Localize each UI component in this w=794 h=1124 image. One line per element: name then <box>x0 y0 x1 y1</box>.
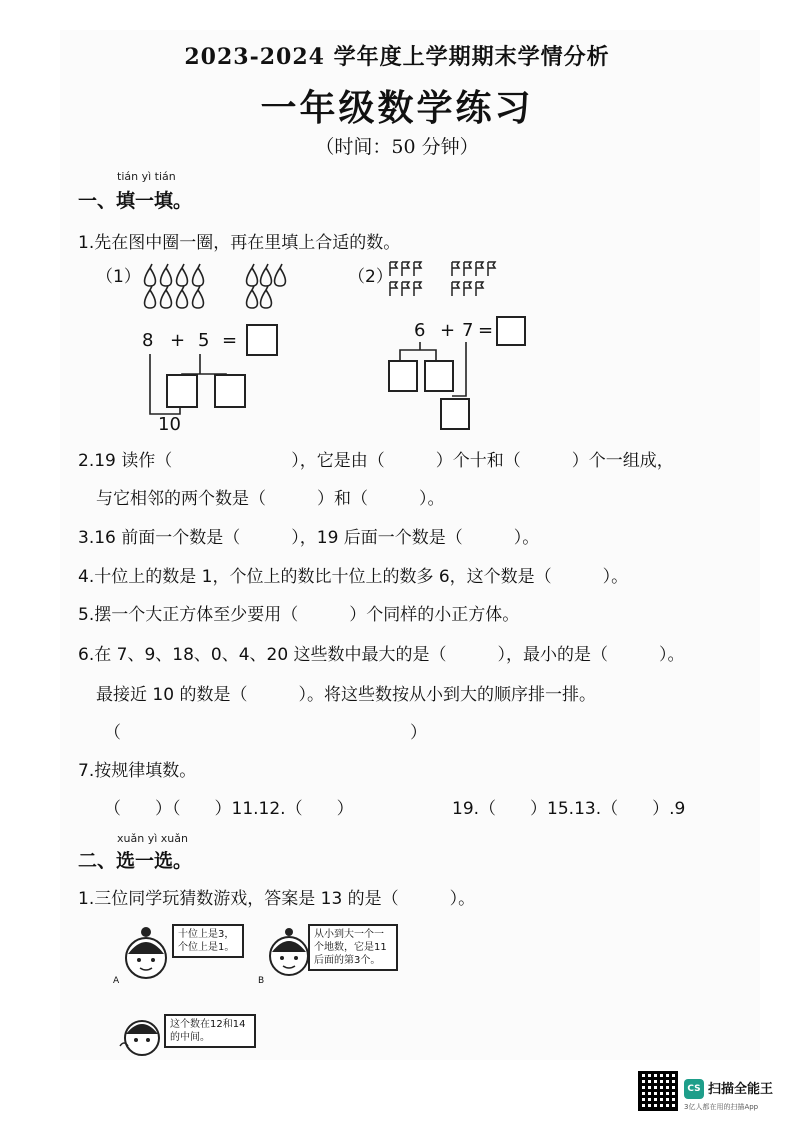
flag-icon <box>452 282 459 296</box>
q1-text: 1.先在图中圈一圈，再在里填上合适的数。 <box>78 233 401 253</box>
section2-pinyin: xuǎn yì xuǎn <box>117 832 188 845</box>
pear-icon <box>261 264 272 286</box>
p2-addend-a: 6 <box>414 320 426 341</box>
p2-ten-box[interactable] <box>440 398 470 430</box>
flag-icon <box>476 282 483 296</box>
q4-text: 4.十位上的数是 1，个位上的数比十位上的数多 6，这个数是（ ）。 <box>78 567 629 587</box>
p1-addend-b: 5 <box>198 330 210 351</box>
p1-split-box-right[interactable] <box>214 374 246 408</box>
p2-split-box-left[interactable] <box>388 360 418 392</box>
pear-icon <box>177 264 188 286</box>
pear-icon <box>161 264 172 286</box>
pear-icon <box>247 286 258 308</box>
flag-icon <box>414 262 421 276</box>
pear-icon <box>177 286 188 308</box>
pear-icon <box>193 286 204 308</box>
flag-icon <box>476 262 483 276</box>
p2-answer-box[interactable] <box>496 316 526 346</box>
q3-text: 3.16 前面一个数是（ ），19 后面一个数是（ ）。 <box>78 528 540 548</box>
q7-text: 7.按规律填数。 <box>78 761 197 781</box>
pear-icon <box>275 264 286 286</box>
pear-icon <box>261 286 272 308</box>
flag-icon <box>402 262 409 276</box>
p2-split-box-right[interactable] <box>424 360 454 392</box>
flag-icon <box>452 262 459 276</box>
q6-line3: （ ） <box>104 723 427 743</box>
child-c-icon <box>116 1012 166 1058</box>
scanner-app-name: 扫描全能王 <box>708 1082 774 1097</box>
pear-icon <box>193 264 204 286</box>
p1-plus: + <box>170 330 186 351</box>
p1-equals: = <box>222 330 238 351</box>
flag-icon <box>390 282 397 296</box>
scanner-tagline: 3亿人都在用的扫描App <box>684 1103 759 1111</box>
pear-icon-group <box>140 262 300 312</box>
q7-sequence-2: 19.（ ）15.13.（ ）.9 <box>452 799 686 819</box>
q6-line1: 6.在 7、9、18、0、4、20 这些数中最大的是（ ），最小的是（ ）。 <box>78 645 685 665</box>
exam-term-title: 2023-2024 学年度上学期期末学情分析 <box>184 44 610 70</box>
q6-line2: 最接近 10 的数是（ ）。将这些数按从小到大的顺序排一排。 <box>96 685 596 705</box>
s2-q1-text: 1.三位同学玩猜数游戏，答案是 13 的是（ ）。 <box>78 889 476 909</box>
p2-plus: + <box>440 320 456 341</box>
q5-text: 5.摆一个大正方体至少要用（ ）个同样的小正方体。 <box>78 605 520 625</box>
flag-icon <box>390 262 397 276</box>
child-a-label: A <box>113 976 120 986</box>
p2-equals: = <box>478 320 494 341</box>
flag-icon-group <box>388 260 518 300</box>
child-a-bubble: 十位上是3，个位上是1。 <box>172 924 244 958</box>
flag-icon <box>402 282 409 296</box>
pear-icon <box>247 264 258 286</box>
p1-split-box-left[interactable] <box>166 374 198 408</box>
section2-title: 二、选一选。 <box>78 850 193 872</box>
scanner-logo-icon: CS <box>684 1079 704 1099</box>
q1-part2-label: （2） <box>348 267 393 287</box>
child-b-icon <box>264 926 314 982</box>
qr-code-icon <box>638 1071 678 1111</box>
p1-addend-a: 8 <box>142 330 154 351</box>
exam-duration: （时间：50 分钟） <box>315 136 479 158</box>
flag-icon <box>464 282 471 296</box>
child-b-label: B <box>258 976 265 986</box>
pear-icon <box>161 286 172 308</box>
exam-title: 一年级数学练习 <box>260 88 534 129</box>
pear-icon <box>145 264 156 286</box>
child-b-bubble: 从小到大一个一个地数，它是11后面的第3个。 <box>308 924 398 971</box>
child-c-bubble: 这个数在12和14的中间。 <box>164 1014 256 1048</box>
pear-icon <box>145 286 156 308</box>
flag-icon <box>464 262 471 276</box>
flag-icon <box>414 282 421 296</box>
q2-line2: 与它相邻的两个数是（ ）和（ ）。 <box>96 489 445 509</box>
flag-icon <box>488 262 495 276</box>
q1-part1-label: （1） <box>96 267 141 287</box>
section1-pinyin: tián yì tián <box>117 170 176 183</box>
p2-addend-b: 7 <box>462 320 474 341</box>
child-a-icon <box>120 926 172 986</box>
q7-sequence-1: （ ）（ ）11.12.（ ） <box>104 799 354 819</box>
section1-title: 一、填一填。 <box>78 190 193 212</box>
p1-ten-label: 10 <box>158 414 181 435</box>
q2-line1: 2.19 读作（ ），它是由（ ）个十和（ ）个一组成， <box>78 451 674 471</box>
